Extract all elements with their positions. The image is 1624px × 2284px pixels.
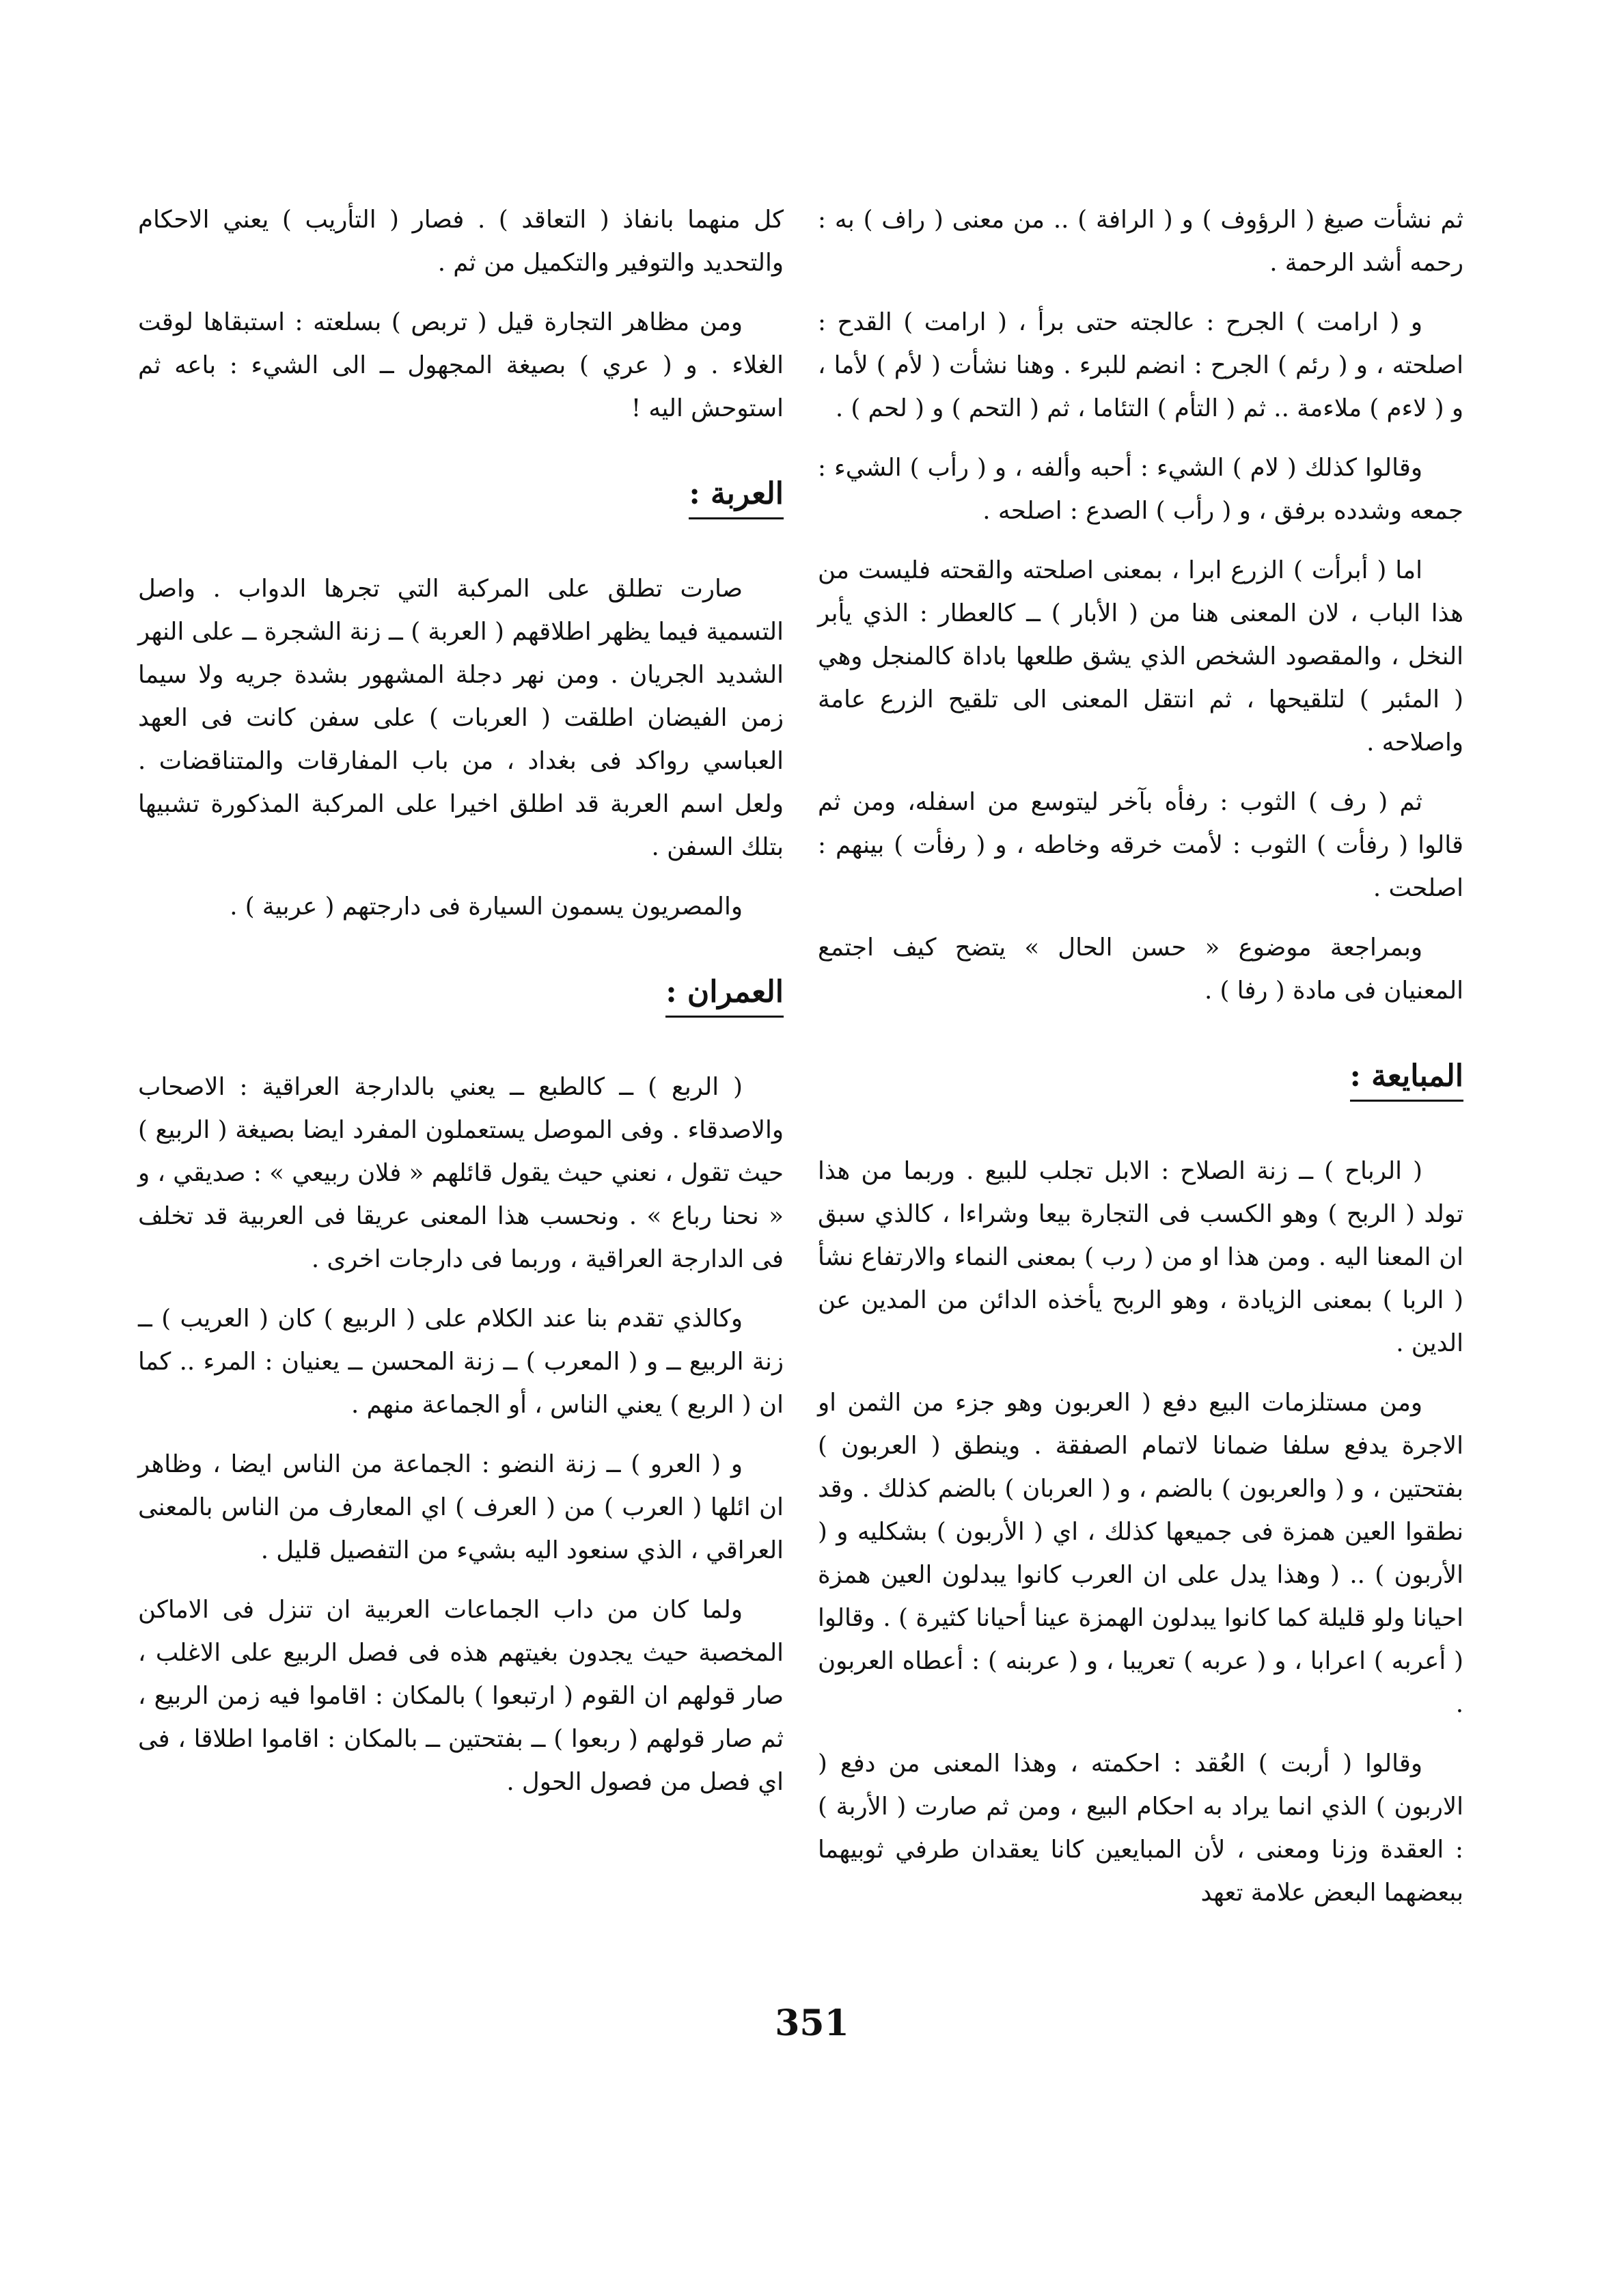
paragraph: وقالوا ( أربت ) العُقد : احكمته ، وهذا المعنى من دفع ( الاربون ) الذي انما يراد به احكام البيع ، ومن ثم صارت ( الأربة ) : العقدة وزنا ومعنى ، لأن المبايعين كانا يعقدان طرفي ثوبيهما ببعضهما البعض علامة تعهد: [818, 1750, 1463, 1907]
paragraph: ومن مظاهر التجارة قيل ( تربص ) بسلعته : استبقاها لوقت الغلاء . و ( عري ) بصيغة المجهول ــ الى الشيء : باعه ثم استوحش اليه !: [138, 308, 784, 422]
paragraph: وكالذي تقدم بنا عند الكلام على ( الربيع ) كان ( العريب ) ــ زنة الربيع ــ و ( المعرب ) ــ زنة المحسن ــ يعنيان : المرء .. كما ان ( الربع ) يعني الناس ، أو الجماعة منهم .: [138, 1305, 784, 1419]
paragraph: والمصريون يسمون السيارة فى دارجتهم ( عربية ) .: [230, 893, 743, 921]
paragraph: ثم نشأت صيغ ( الرؤوف ) و ( الرافة ) .. من معنى ( راف ) به : رحمه أشد الرحمة .: [818, 206, 1463, 277]
paragraph: ( الرباح ) ــ زنة الصلاح : الابل تجلب للبيع . وربما من هذا تولد ( الربح ) وهو الكسب فى التجارة بيعا وشراءا ، كالذي سبق ان المعنا اليه . ومن هذا او من ( رب ) بمعنى النماء والارتفاع نشأ ( الربا ) بمعنى الزيادة ، وهو الربح يأخذه الدائن من المدين عن الدين .: [818, 1157, 1463, 1357]
section-heading-mubaya: المبايعة :: [1350, 1056, 1463, 1102]
section-heading-wrap: [138, 944, 784, 1065]
paragraph: و ( ارامت ) الجرح : عالجته حتى برأ ، ( ارامت ) القدح : اصلحته ، و ( رئم ) الجرح : انضم للبرء . وهنا نشأت ( لأم ) لأما ، و ( لاءم ) ملاءمة .. ثم ( التأم ) التئاما ، ثم ( التحم ) و ( لحم ) .: [818, 308, 1463, 422]
section-heading-umran: العمران :: [665, 972, 784, 1018]
left-column: [138, 198, 784, 1820]
paragraph: وبمراجعة موضوع « حسن الحال » يتضح كيف اجتمع المعنيان فى مادة ( رفا ) .: [818, 934, 1463, 1005]
right-column: [818, 198, 1463, 1931]
paragraph: ثم ( رف ) الثوب : رفأه بآخر ليتوسع من اسفله، ومن ثم قالوا ( رفأت ) الثوب : لأمت خرقه وخاطه ، و ( رفأت ) بينهم : اصلحت .: [818, 788, 1463, 902]
paragraph: ولما كان من داب الجماعات العربية ان تنزل فى الاماكن المخصبة حيث يجدون بغيتهم هذه فى فصل الربيع على الاغلب ، صار قولهم ان القوم ( ارتبعوا ) بالمكان : اقاموا فيه زمن الربيع ، ثم صار قولهم ( ربعوا ) ــ بفتحتين ــ بالمكان : اقاموا اطلاقا ، فى اي فصل من فصول الحول .: [138, 1596, 784, 1796]
page-number: 351: [775, 2002, 849, 2044]
paragraph: اما ( أبرأت ) الزرع ابرا ، بمعنى اصلحته والقحته فليست من هذا الباب ، لان المعنى هنا من ( الأبار ) ــ كالعطار : الذي يأبر النخل ، والمقصود الشخص الذي يشق طلعها باداة كالمنجل وهي ( المئبر ) لتلقيحها ، ثم انتقل المعنى الى تلقيح الزرع عامة واصلاحه .: [818, 556, 1463, 757]
section-heading-wrap: [818, 1029, 1463, 1150]
paragraph: ومن مستلزمات البيع دفع ( العربون وهو جزء من الثمن او الاجرة يدفع سلفا ضمانا لاتمام الصفقة . وينطق ( العربون ) بفتحتين ، و ( والعربون ) بالضم ، و ( العربان ) بالضم كذلك . وقد نطقوا العين همزة فى جميعها كذلك ، اي ( الأربون ) بشكليه و ( الأربون ) .. ( وهذا يدل على ان العرب كانوا يبدلون العين همزة احيانا ولو قليلة كما كانوا يبدلون الهمزة عينا أحيانا كثيرة ) . وقالوا ( أعربه ) اعرابا ، و ( عربه ) تعريبا ، و ( عربنه ) : أعطاه العربون .: [818, 1389, 1463, 1718]
section-heading-araba: العربة :: [689, 474, 784, 519]
paragraph: و ( العرو ) ــ زنة النضو : الجماعة من الناس ايضا ، وظاهر ان ائلها ( العرب ) من ( العرف ) اي المعارف من الناس بالمعنى العراقي ، الذي سنعود اليه بشيء من التفصيل قليل .: [138, 1450, 784, 1564]
paragraph: كل منهما بانفاذ ( التعاقد ) . فصار ( التأريب ) يعني الاحكام والتحديد والتوفير والتكميل من ثم .: [138, 206, 784, 277]
section-heading-wrap: [138, 446, 784, 567]
paragraph: وقالوا كذلك ( لام ) الشيء : أحبه وألفه ، و ( رأب ) الشيء : جمعه وشدده برفق ، و ( رأب ) الصدع : اصلحه .: [818, 454, 1463, 525]
paragraph: ( الربع ) ــ كالطبع ــ يعني بالدارجة العراقية : الاصحاب والاصدقاء . وفى الموصل يستعملون المفرد ايضا بصيغة ( الربيع ) حيث تقول ، نعني حيث يقول قائلهم « فلان ربيعي » : صديقي ، و « نحنا رباع » . ونحسب هذا المعنى عريقا فى العربية قد تخلف فى الدارجة العراقية ، وربما فى دارجات اخرى .: [138, 1073, 784, 1273]
paragraph: صارت تطلق على المركبة التي تجرها الدواب . واصل التسمية فيما يظهر اطلاقهم ( العربة ) ــ زنة الشجرة ــ على النهر الشديد الجريان . ومن نهر دجلة المشهور بشدة جريه ولا سيما زمن الفيضان اطلقت ( العربات ) على سفن كانت فى العهد العباسي رواكد فى بغداد ، من باب المفارقات والمتناقضات . ولعل اسم العربة قد اطلق اخيرا على المركبة المذكورة تشبيها بتلك السفن .: [138, 575, 784, 861]
